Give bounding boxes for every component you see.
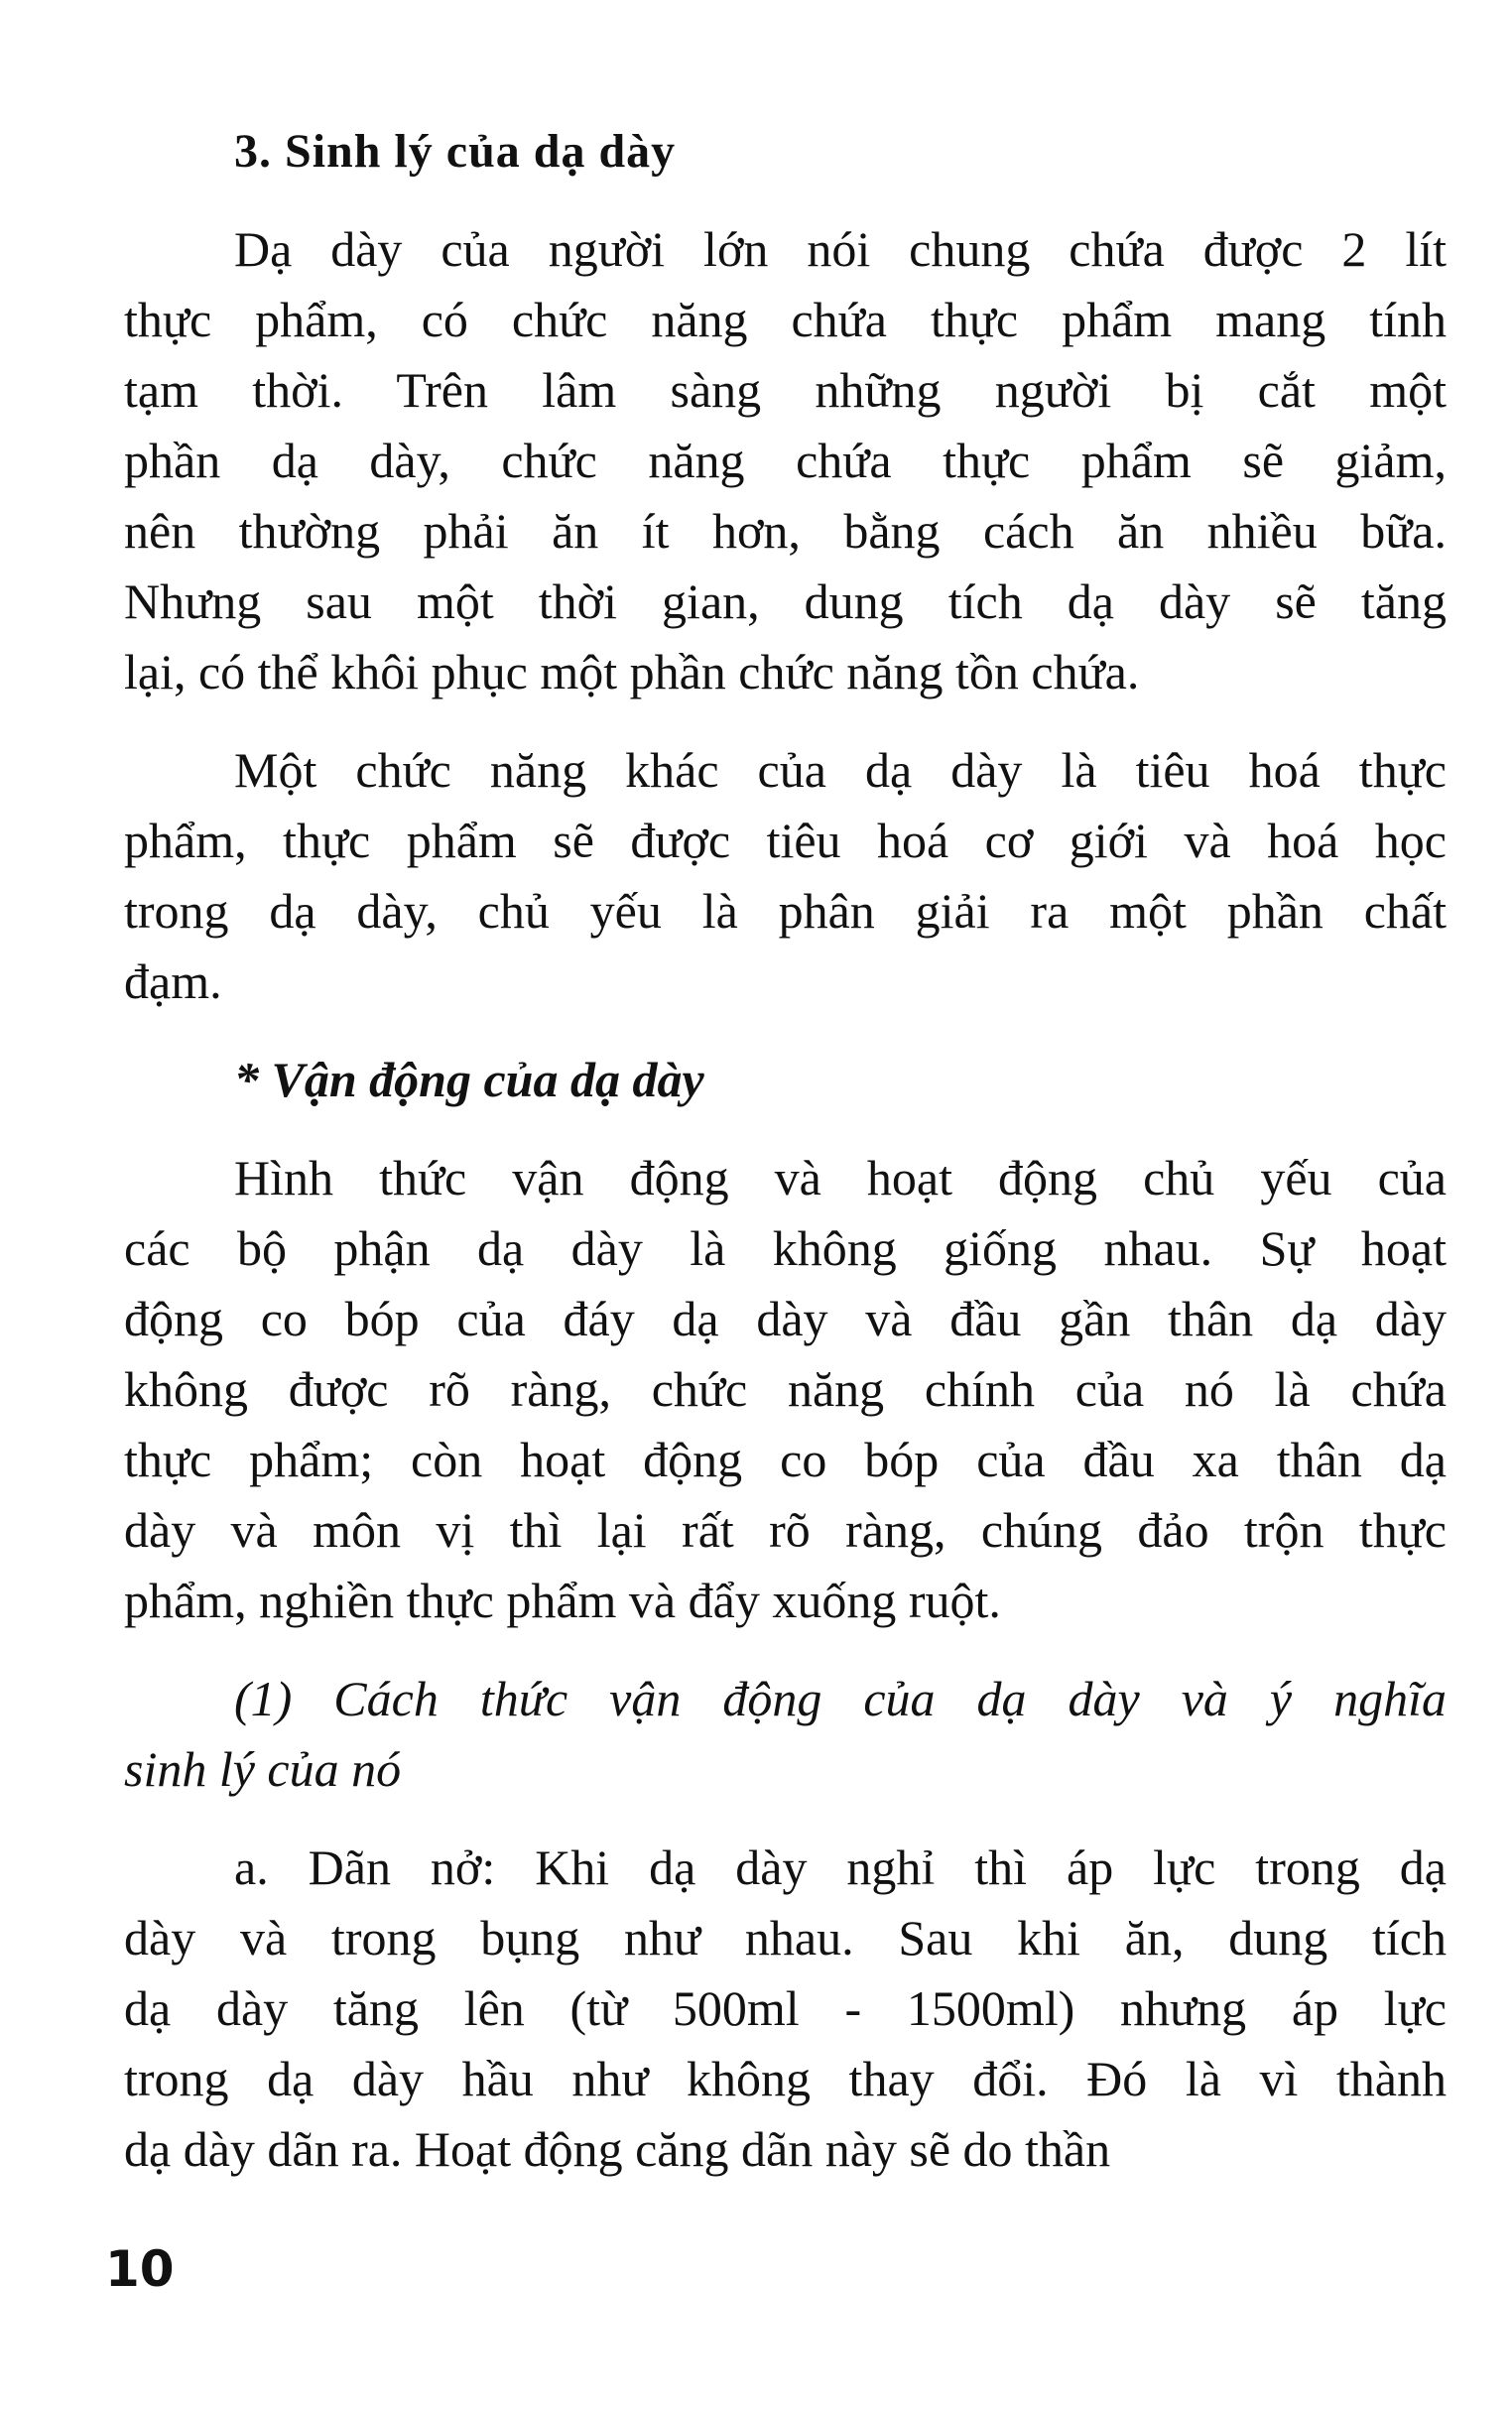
page-number: 10	[105, 2240, 175, 2298]
text-line: dày và môn vị thì lại rất rõ ràng, chúng đảo trộn thực	[124, 1502, 1447, 1558]
text-line: 3. Sinh lý của dạ dày	[234, 125, 677, 178]
text-line: không được rõ ràng, chức năng chính của nó là chứa	[124, 1361, 1447, 1417]
text-line: lại, có thể khôi phục một phần chức năng tồn chứa.	[124, 644, 1140, 699]
page-body	[124, 116, 1447, 2185]
paragraph	[124, 735, 1447, 1017]
section-heading	[124, 116, 1447, 187]
text-line: * Vận động của dạ dày	[234, 1052, 704, 1107]
text-line: tạm thời. Trên lâm sàng những người bị cắt một	[124, 362, 1447, 418]
text-line: thực phẩm, có chức năng chứa thực phẩm mang tính	[124, 292, 1447, 347]
text-line: dày và trong bụng như nhau. Sau khi ăn, dung tích	[124, 1910, 1447, 1965]
text-line: động co bóp của đáy dạ dày và đầu gần thân dạ dày	[124, 1291, 1447, 1346]
subsection-heading	[124, 1045, 1447, 1115]
paragraph	[124, 214, 1447, 707]
text-line: a. Dãn nở: Khi dạ dày nghỉ thì áp lực trong dạ	[234, 1839, 1447, 1895]
text-line: dạ dày tăng lên (từ 500ml - 1500ml) nhưng áp lực	[124, 1980, 1447, 2036]
text-line: phẩm, thực phẩm sẽ được tiêu hoá cơ giới và hoá học	[124, 813, 1447, 868]
text-line: Hình thức vận động và hoạt động chủ yếu của	[234, 1150, 1447, 1205]
text-line: nên thường phải ăn ít hơn, bằng cách ăn nhiều bữa.	[124, 503, 1447, 559]
text-line: phẩm, nghiền thực phẩm và đẩy xuống ruột.	[124, 1573, 1001, 1628]
text-line: trong dạ dày, chủ yếu là phân giải ra một phần chất	[124, 883, 1447, 939]
italic-subheading	[124, 1664, 1447, 1805]
text-line: Nhưng sau một thời gian, dung tích dạ dày sẽ tăng	[124, 573, 1447, 629]
text-line: dạ dày dãn ra. Hoạt động căng dãn này sẽ do thần	[124, 2121, 1111, 2177]
text-line: sinh lý của nó	[124, 1741, 402, 1797]
paragraph	[124, 1143, 1447, 1636]
text-line: (1) Cách thức vận động của dạ dày và ý nghĩa	[234, 1671, 1447, 1726]
text-line: đạm.	[124, 953, 222, 1009]
text-line: Một chức năng khác của dạ dày là tiêu hoá thực	[234, 742, 1447, 798]
text-line: Dạ dày của người lớn nói chung chứa được 2 lít	[234, 221, 1447, 277]
text-line: trong dạ dày hầu như không thay đổi. Đó là vì thành	[124, 2051, 1447, 2106]
text-line: các bộ phận dạ dày là không giống nhau. Sự hoạt	[124, 1220, 1447, 1276]
paragraph	[124, 1833, 1447, 2185]
text-line: phần dạ dày, chức năng chứa thực phẩm sẽ giảm,	[124, 433, 1447, 488]
text-line: thực phẩm; còn hoạt động co bóp của đầu xa thân dạ	[124, 1432, 1447, 1487]
